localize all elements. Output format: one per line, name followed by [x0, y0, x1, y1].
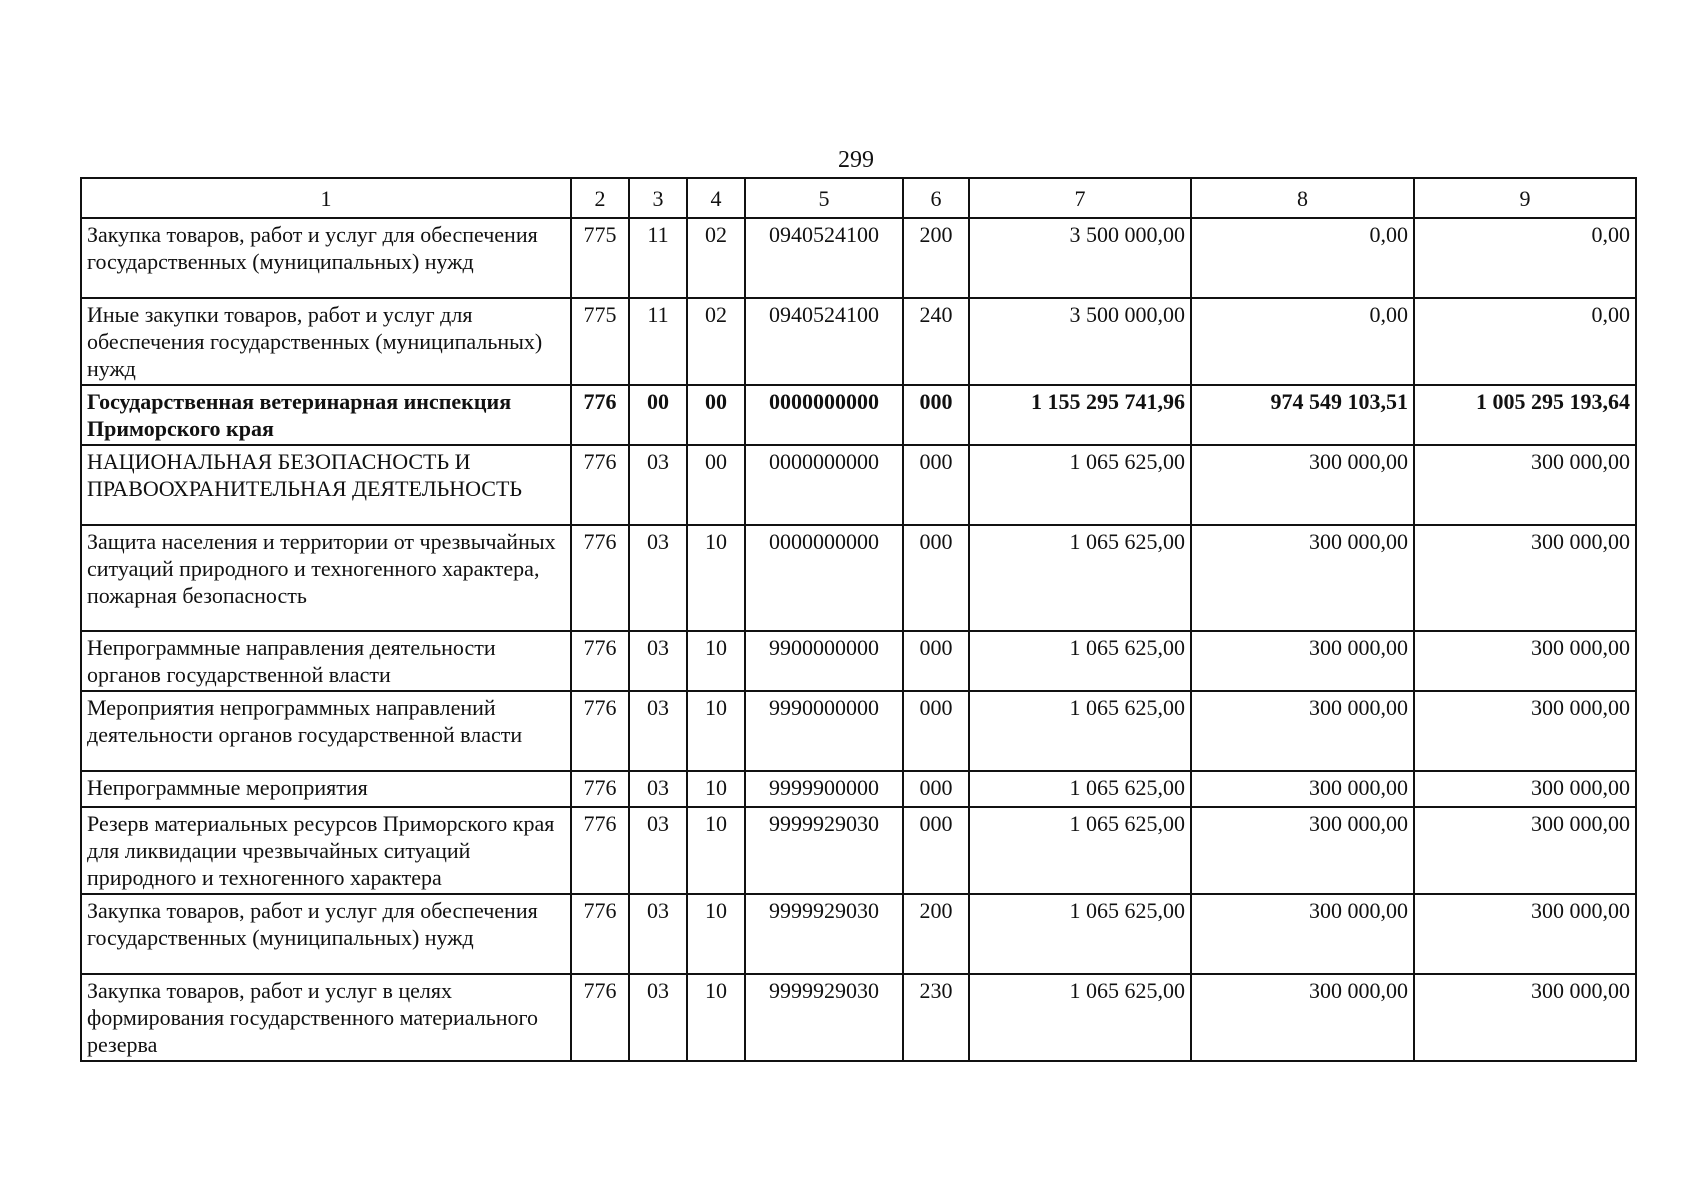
row-amount-col8-cell: 0,00 [1191, 298, 1414, 385]
row-expense-type-cell: 000 [903, 771, 969, 807]
row-name-cell: Мероприятия непрограммных направлений деятельности органов государственной власти [81, 691, 571, 771]
row-subsection-cell: 10 [687, 525, 745, 631]
row-amount-col7-cell: 1 065 625,00 [969, 974, 1191, 1061]
row-amount-col7-cell: 1 065 625,00 [969, 894, 1191, 974]
row-amount-col9-cell: 300 000,00 [1414, 445, 1636, 525]
row-section-cell: 00 [629, 385, 687, 445]
row-amount-col8-cell: 300 000,00 [1191, 525, 1414, 631]
row-subsection-cell: 10 [687, 894, 745, 974]
row-expense-type-cell: 000 [903, 525, 969, 631]
row-code-cell: 775 [571, 298, 629, 385]
row-amount-col9-cell: 300 000,00 [1414, 807, 1636, 894]
row-amount-col9-cell: 0,00 [1414, 298, 1636, 385]
row-amount-col8-cell: 300 000,00 [1191, 894, 1414, 974]
page-number: 299 [838, 147, 874, 173]
table-row [81, 298, 1636, 385]
row-expense-type-cell: 000 [903, 385, 969, 445]
table-row [81, 974, 1636, 1061]
row-name-cell: Иные закупки товаров, работ и услуг для обеспечения государственных (муниципальных) нужд [81, 298, 571, 385]
header-cell-7: 7 [969, 178, 1191, 218]
row-amount-col9-cell: 300 000,00 [1414, 631, 1636, 691]
row-expense-type-cell: 200 [903, 894, 969, 974]
row-expense-type-cell: 000 [903, 631, 969, 691]
row-name-cell: Непрограммные мероприятия [81, 771, 571, 807]
row-section-cell: 11 [629, 218, 687, 298]
row-amount-col9-cell: 300 000,00 [1414, 691, 1636, 771]
row-target-article-cell: 9999929030 [745, 807, 903, 894]
row-name-cell: Государственная ветеринарная инспекция Приморского края [81, 385, 571, 445]
header-cell-9: 9 [1414, 178, 1636, 218]
row-subsection-cell: 10 [687, 974, 745, 1061]
header-cell-4: 4 [687, 178, 745, 218]
header-cell-8: 8 [1191, 178, 1414, 218]
row-section-cell: 03 [629, 771, 687, 807]
table-row [81, 894, 1636, 974]
row-amount-col7-cell: 1 065 625,00 [969, 771, 1191, 807]
row-target-article-cell: 0940524100 [745, 218, 903, 298]
row-code-cell: 776 [571, 525, 629, 631]
row-subsection-cell: 02 [687, 218, 745, 298]
table-row [81, 807, 1636, 894]
row-code-cell: 776 [571, 445, 629, 525]
row-section-cell: 03 [629, 807, 687, 894]
row-target-article-cell: 0000000000 [745, 385, 903, 445]
row-amount-col7-cell: 1 155 295 741,96 [969, 385, 1191, 445]
row-section-cell: 03 [629, 894, 687, 974]
row-name-cell: Закупка товаров, работ и услуг для обеспечения государственных (муниципальных) нужд [81, 894, 571, 974]
row-subsection-cell: 10 [687, 691, 745, 771]
row-amount-col8-cell: 974 549 103,51 [1191, 385, 1414, 445]
header-cell-5: 5 [745, 178, 903, 218]
row-amount-col9-cell: 300 000,00 [1414, 525, 1636, 631]
table-row [81, 218, 1636, 298]
row-target-article-cell: 0940524100 [745, 298, 903, 385]
row-amount-col8-cell: 300 000,00 [1191, 974, 1414, 1061]
row-code-cell: 776 [571, 631, 629, 691]
row-target-article-cell: 0000000000 [745, 525, 903, 631]
row-subsection-cell: 10 [687, 631, 745, 691]
table-row [81, 525, 1636, 631]
row-subsection-cell: 02 [687, 298, 745, 385]
row-amount-col9-cell: 300 000,00 [1414, 771, 1636, 807]
row-code-cell: 776 [571, 691, 629, 771]
row-amount-col7-cell: 3 500 000,00 [969, 298, 1191, 385]
row-name-cell: НАЦИОНАЛЬНАЯ БЕЗОПАСНОСТЬ И ПРАВООХРАНИТЕЛЬНАЯ ДЕЯТЕЛЬНОСТЬ [81, 445, 571, 525]
row-target-article-cell: 9999900000 [745, 771, 903, 807]
row-amount-col9-cell: 300 000,00 [1414, 894, 1636, 974]
header-cell-2: 2 [571, 178, 629, 218]
row-target-article-cell: 0000000000 [745, 445, 903, 525]
row-subsection-cell: 10 [687, 771, 745, 807]
table-body [81, 218, 1636, 1061]
row-expense-type-cell: 230 [903, 974, 969, 1061]
row-amount-col7-cell: 1 065 625,00 [969, 631, 1191, 691]
row-expense-type-cell: 000 [903, 807, 969, 894]
row-expense-type-cell: 000 [903, 445, 969, 525]
row-code-cell: 776 [571, 771, 629, 807]
row-amount-col8-cell: 300 000,00 [1191, 771, 1414, 807]
row-amount-col8-cell: 300 000,00 [1191, 807, 1414, 894]
row-amount-col7-cell: 1 065 625,00 [969, 445, 1191, 525]
budget-table [80, 177, 1637, 1062]
row-section-cell: 03 [629, 445, 687, 525]
row-amount-col8-cell: 300 000,00 [1191, 445, 1414, 525]
row-target-article-cell: 9999929030 [745, 974, 903, 1061]
row-amount-col8-cell: 300 000,00 [1191, 631, 1414, 691]
row-section-cell: 11 [629, 298, 687, 385]
row-amount-col7-cell: 1 065 625,00 [969, 691, 1191, 771]
table-header-row [81, 178, 1636, 218]
row-code-cell: 776 [571, 974, 629, 1061]
row-name-cell: Защита населения и территории от чрезвычайных ситуаций природного и техногенного характера, пожарная безопасность [81, 525, 571, 631]
row-expense-type-cell: 240 [903, 298, 969, 385]
header-cell-6: 6 [903, 178, 969, 218]
row-amount-col7-cell: 1 065 625,00 [969, 525, 1191, 631]
row-name-cell: Резерв материальных ресурсов Приморского края для ликвидации чрезвычайных ситуаций природного и техногенного характера [81, 807, 571, 894]
header-cell-1: 1 [81, 178, 571, 218]
row-name-cell: Закупка товаров, работ и услуг для обеспечения государственных (муниципальных) нужд [81, 218, 571, 298]
row-target-article-cell: 9990000000 [745, 691, 903, 771]
row-section-cell: 03 [629, 525, 687, 631]
header-cell-3: 3 [629, 178, 687, 218]
table-row [81, 771, 1636, 807]
row-subsection-cell: 00 [687, 445, 745, 525]
row-amount-col9-cell: 1 005 295 193,64 [1414, 385, 1636, 445]
row-subsection-cell: 00 [687, 385, 745, 445]
row-name-cell: Непрограммные направления деятельности органов государственной власти [81, 631, 571, 691]
row-section-cell: 03 [629, 631, 687, 691]
row-target-article-cell: 9999929030 [745, 894, 903, 974]
row-name-cell: Закупка товаров, работ и услуг в целях формирования государственного материального резерва [81, 974, 571, 1061]
row-amount-col8-cell: 0,00 [1191, 218, 1414, 298]
row-amount-col9-cell: 300 000,00 [1414, 974, 1636, 1061]
row-code-cell: 776 [571, 894, 629, 974]
row-amount-col7-cell: 1 065 625,00 [969, 807, 1191, 894]
row-amount-col8-cell: 300 000,00 [1191, 691, 1414, 771]
row-code-cell: 775 [571, 218, 629, 298]
row-amount-col7-cell: 3 500 000,00 [969, 218, 1191, 298]
row-section-cell: 03 [629, 974, 687, 1061]
row-expense-type-cell: 000 [903, 691, 969, 771]
row-code-cell: 776 [571, 807, 629, 894]
row-amount-col9-cell: 0,00 [1414, 218, 1636, 298]
table-row [81, 631, 1636, 691]
table-row [81, 445, 1636, 525]
row-subsection-cell: 10 [687, 807, 745, 894]
row-target-article-cell: 9900000000 [745, 631, 903, 691]
row-code-cell: 776 [571, 385, 629, 445]
table-row [81, 691, 1636, 771]
row-section-cell: 03 [629, 691, 687, 771]
table-row [81, 385, 1636, 445]
row-expense-type-cell: 200 [903, 218, 969, 298]
